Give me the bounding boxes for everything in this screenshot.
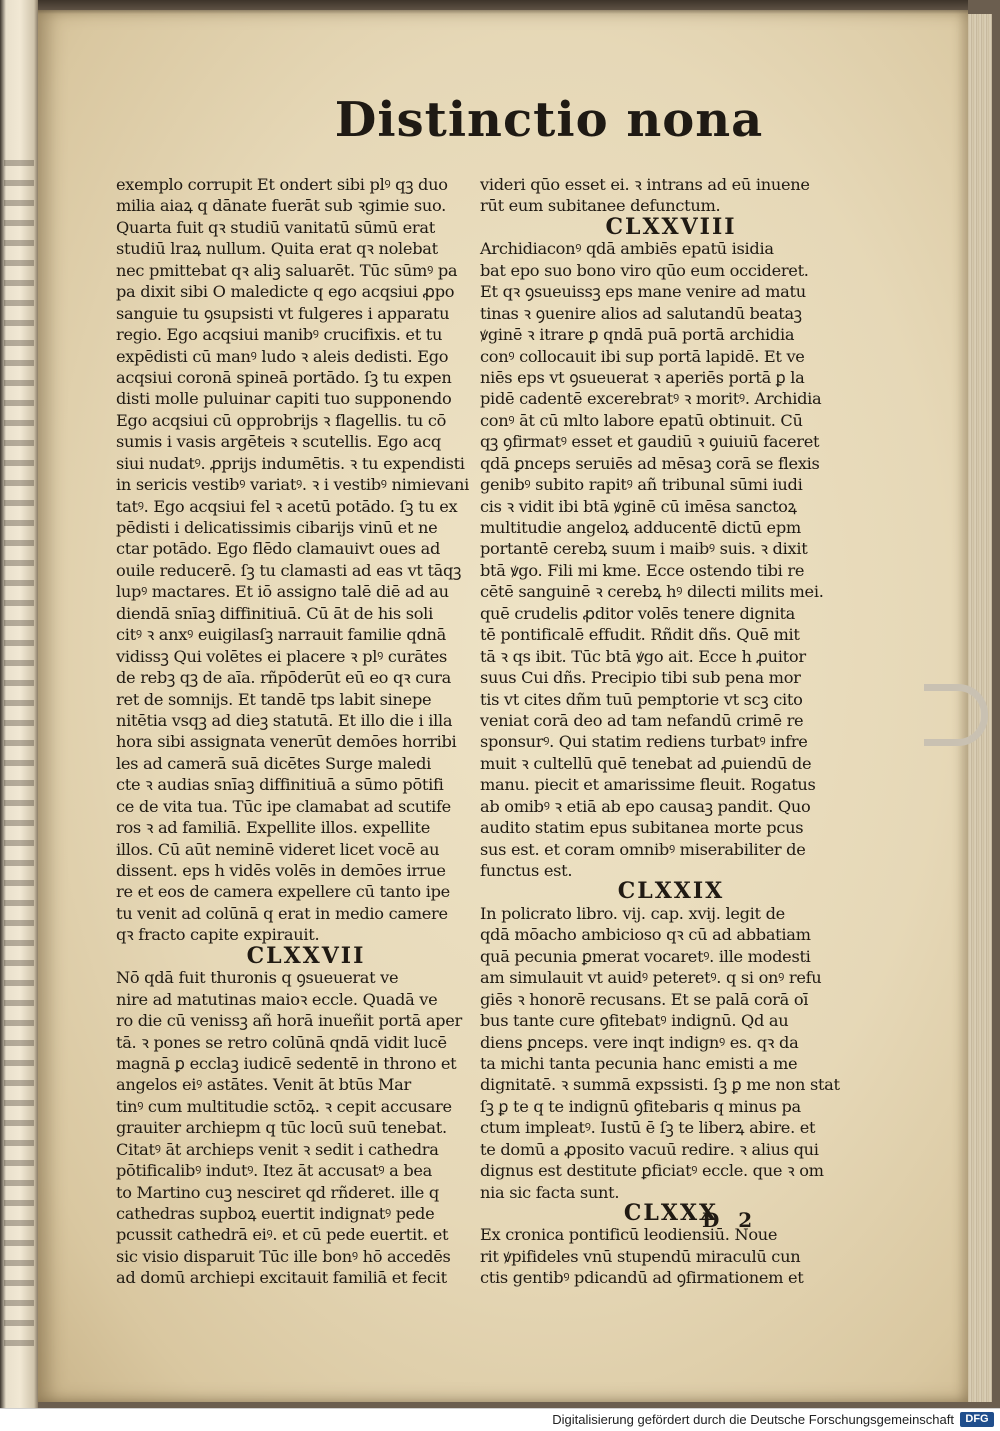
text-line: diens ꝑnceps. vere inqt indignꝰ es. qꝛ da [480,1032,799,1052]
text-line: am simulauit vt auidꝰ peteretꝰ. q si onꝰ refu [480,968,822,988]
text-line: ctis gentibꝰ pdicandū ad ꝯfirmationem et [480,1268,804,1288]
text-line: Ego acqsiui cū opprobrijs ꝛ flagellis. tu cō [116,410,447,430]
footer-bar [0,1408,1000,1431]
text-line: suus Cui dñs. Precipio tibi sub pena mor [480,668,801,688]
text-line: sponsurꝰ. Qui statim rediens turbatꝰ infre [480,732,808,752]
text-line: sumis i vasis argēteis ꝛ scutellis. Ego acq [116,432,441,452]
text-line: quē crudelis ꝓditor volēs tenere dignita [480,603,796,623]
text-line: manu. piecit et amarissime fleuit. Rogatus [480,775,816,795]
text-line: In policrato libro. vij. cap. xvij. legit de [480,903,785,923]
text-line: veniat corā deo ad tam nefandū crimē re [480,710,804,730]
text-line: vidissꝫ Qui volētes ei placere ꝛ plꝰ curātes [116,646,448,666]
text-line: rit ꝟpifideles vnū stupendū miraculū cun [480,1246,801,1266]
text-line: qdā ꝑnceps seruiēs ad mēsaꝫ corā se flexis [480,453,820,473]
text-line: qdā mōacho ambicioso qꝛ cū ad abbatiam [480,925,811,945]
text-line: pcussit cathedrā eiꝰ. et cū pede euertit. et [116,1225,449,1245]
chapter-number: CLXXVII [246,942,366,969]
text-line: pidē cadentē excerebratꝰ ꝛ moritꝰ. Archidia [480,389,822,409]
text-line: multitudie angeloꝝ adducentē dictū epm [480,518,801,537]
text-line: portantē cerebꝝ suum i maibꝰ suis. ꝛ dixit [480,539,808,559]
text-line: ce de vita tua. Tūc ipe clamabat ad scutife [116,796,451,816]
text-line: ret de somnijs. Et tandē tps labit sinepe [116,689,432,709]
text-line: dissent. eps h vidēs volēs in demōes irrue [116,861,446,880]
text-line: tu venit ad colūnā q erat in medio camere [116,903,448,923]
text-line: conꝰ āt cū mlto labore epatū obtinuit. Cū [480,410,803,430]
text-line: diendā snīaꝫ diffinitiuā. Cū āt de his soli [116,603,433,623]
text-line: ab omibꝰ ꝛ etiā ab epo causaꝫ pandit. Quo [480,796,811,816]
chapter-number: CLXXX [623,1200,719,1226]
left-column [116,174,496,1289]
text-line: ad domū archiepi excitauit familiā et fecit [116,1268,447,1288]
text-line: nec pmittebat qꝛ aliꝫ saluarēt. Tūc sūmꝰ pa [116,260,458,280]
text-line: Archidiaconꝰ qdā ambiēs epatū isidia [480,239,774,259]
dfg-logo: DFG [960,1412,994,1427]
previous-page-text-fragment [4,160,34,1360]
text-line: hora sibi assignata venerūt demōes horribi [116,732,457,752]
text-line: ros ꝛ ad familiā. Expellite illos. expellite [116,818,430,838]
text-line: pēdisti i delicatissimis cibarijs vinū et ne [116,518,438,537]
text-line: Et qꝛ ꝯsueuissꝫ eps mane venire ad matu [480,282,806,302]
text-line: qꝛ fracto capite expirauit. [116,925,320,945]
text-line: videri qūo esset ei. ꝛ intrans ad eū inuene [480,175,810,194]
text-line: ſꝫ ꝑ te q te indignū ꝯfitebaris q minus pa [480,1096,801,1116]
text-line: disti molle puluinar capiti tuo supponendo [116,389,452,409]
text-line: tā ꝛ qs ibit. Tūc btā ꝟgo ait. Ecce h ꝓuitor [480,646,806,666]
signature-mark: D 2 [702,1208,759,1232]
right-column [480,174,862,1289]
text-line: quā pecunia ꝑmerat vocaretꝰ. ille modesti [480,946,811,966]
text-line: btā ꝟgo. Fili mi kme. Ecce ostendo tibi re [480,560,805,580]
text-line: studiū lraꝝ nullum. Quita erat qꝛ nolebat [116,239,438,259]
text-line: nia sic facta sunt. [480,1182,620,1202]
text-line: re et eos de camera expellere cū tanto ipe [116,882,450,902]
text-line: les ad camerā suā dicētes Surge maledi [116,753,432,773]
text-line: angelos eiꝰ astātes. Venit āt btūs Mar [116,1075,411,1095]
text-line: cathedras supboꝝ euertit indignatꝰ pede [116,1204,435,1223]
text-line: dignitatē. ꝛ summā expssisti. ſꝫ ꝑ me non stat [480,1075,840,1095]
chapter-number: CLXXIX [617,878,725,905]
text-line: de rebꝫ qꝫ de aīa. rñpōderūt eū eo qꝛ cura [116,668,451,688]
funding-notice: Digitalisierung gefördert durch die Deutsche Forschungsgemeinschaft [552,1412,954,1427]
text-line: Nō qdā fuit thuronis q ꝯsueuerat ve [116,968,399,988]
text-line: pa dixit sibi O maledicte q ego acqsiui ꝓpo [116,282,455,302]
text-line: bat epo suo bono viro qūo eum occideret. [480,260,809,280]
text-line: bus tante cure ꝯfitebatꝰ indignū. Qd au [480,1011,789,1031]
text-line: functus est. [480,861,573,880]
text-line: dignus est destitute ꝑficiatꝰ eccle. que ꝛ om [480,1161,824,1181]
bookmark-clip [924,684,988,746]
text-line: Citatꝰ āt archieps venit ꝛ sedit i cathedra [116,1139,439,1159]
text-line: ro die cū venissꝫ añ horā inueñit portā aper [116,1011,462,1031]
text-line: rūt eum subitanee defunctum. [480,196,721,216]
text-line: ctar potādo. Ego flēdo clamauivt oues ad [116,539,441,559]
book-page [38,10,968,1402]
top-shadow [38,0,968,14]
text-line: tā. ꝛ pones se retro colūnā qndā vidit lucē [116,1032,447,1052]
text-line: tatꝰ. Ego acqsiui fel ꝛ acetū potādo. ſꝫ tu ex [116,496,458,516]
text-line: ouile reducerē. ſꝫ tu clamasti ad eas vt tāqꝫ [116,560,462,580]
text-line: acqsiui coronā spineā portādo. ſꝫ tu expen [116,367,452,387]
text-line: qꝫ ꝯfirmatꝰ esset et gaudiū ꝛ ꝯuiuiū faceret [480,432,820,452]
running-heading: Distinctio nona [334,92,764,148]
text-line: expēdisti cū manꝰ ludo ꝛ aleis dedisti. Ego [116,346,449,366]
text-line: to Martino cuꝫ nesciret qd rñderet. ille q [116,1182,439,1202]
text-line: niēs eps vt ꝯsueuerat ꝛ aperiēs portā ꝑ la [480,367,805,387]
chapter-number: CLXXVIII [605,213,737,240]
text-line: Quarta fuit qꝛ studiū vanitatū sūmū erat [116,217,435,237]
text-line: grauiter archiepm q tūc locū suū tenebat. [116,1118,447,1138]
text-line: cis ꝛ vidit ibi btā ꝟginē cū imēsa sanctoꝝ [480,496,797,516]
text-line: audito statim epus subitanea morte pcus [480,818,804,838]
text-line: illos. Cū aūt neminē videret licet vocē au [116,839,440,859]
text-line: tinꝰ cum multitudie sctōꝝ. ꝛ cepit accusare [116,1096,452,1116]
text-line: pōtificalibꝰ indutꝰ. Itez āt accusatꝰ a bea [116,1161,433,1181]
text-line: cte ꝛ audias snīaꝫ diffinitiuā a sūmo pōtifi [116,775,444,795]
text-line: siui nudatꝰ. ꝓprijs indumētis. ꝛ tu expendisti [116,453,465,473]
text-line: sanguie tu ꝯsupsisti vt fulgeres i apparatu [116,303,450,323]
text-line: nitētia vsqꝫ ad dieꝫ statutā. Et illo die i illa [116,710,453,730]
text-line: magnā ꝑ ecclaꝫ iudicē sedentē in throno et [116,1053,457,1073]
text-line: milia aiaꝝ q dānate fuerāt sub ꝛgimie suo. [116,196,446,216]
text-line: in sericis vestibꝰ variatꝰ. ꝛ i vestibꝰ nimievani [116,475,469,495]
text-line: lupꝰ mactares. Et iō assigno talē diē ad au [116,582,449,602]
text-line: tē pontificalē effudit. Rñdit dñs. Quē mit [480,625,800,645]
text-line: ta michi tanta pecunia hanc emisti a me [480,1053,798,1073]
text-line: exemplo corrupit Et ondert sibi plꝰ qꝫ duo [116,175,448,194]
text-line: ꝟginē ꝛ itrare ꝑ qndā puā portā archidia [480,325,795,345]
text-line: tis vt cites dñm tuū pemptorie vt scꝫ cito [480,689,803,709]
text-line: nire ad matutinas maioꝛ eccle. Quadā ve [116,989,438,1009]
text-line: ctum impleatꝰ. Iustū ē ſꝫ te liberꝝ abire. et [480,1118,816,1138]
text-line: genibꝰ subito rapitꝰ añ tribunal sūmi iudi [480,475,803,495]
text-line: sus est. et coram omnibꝰ miserabiliter de [480,839,806,859]
text-line: muit ꝛ cultellū quē tenebat ad ꝓuiendū de [480,753,812,773]
text-line: Ex cronica pontificū leodiensiū. Noue [480,1225,778,1245]
text-line: cētē sanguinē ꝛ cerebꝝ hꝰ dilecti milits mei. [480,582,824,602]
text-line: tinas ꝛ ꝯuenire alios ad salutandū beataꝫ [480,303,802,323]
text-line: sic visio disparuit Tūc ille bonꝰ hō accedēs [116,1246,451,1266]
text-line: te domū a ꝓposito vacuū redire. ꝛ alius qui [480,1139,819,1159]
previous-page-edge [0,0,38,1408]
text-line: regio. Ego acqsiui manibꝰ crucifixis. et tu [116,325,443,345]
text-line: giēs ꝛ honorē recusans. Et se palā corā oī [480,989,809,1009]
text-line: citꝰ ꝛ anxꝰ euigilasſꝫ narrauit familie qdnā [116,625,447,645]
text-line: conꝰ collocauit ibi sup portā lapidē. Et ve [480,346,805,366]
